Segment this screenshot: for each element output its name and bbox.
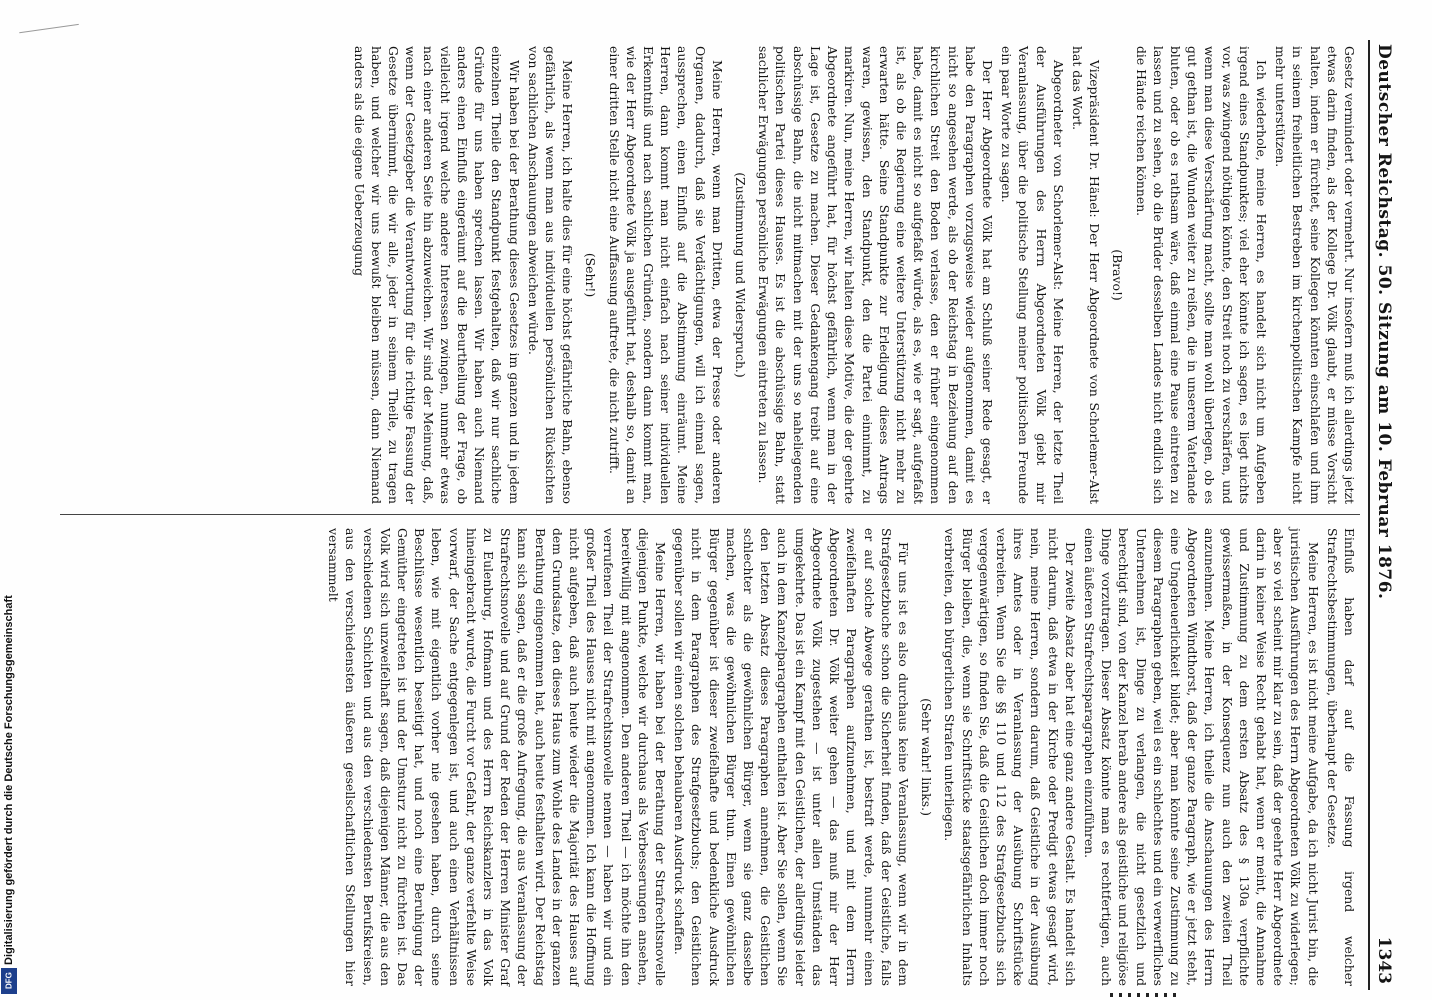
left-column — [349, 46, 1358, 504]
interjection: (Zustimmung und Widerspruch.) — [733, 172, 749, 378]
speaker-intro: Abgeordneter von Schorlemer-Alst: Meine Herren, der letzte Theil der Ausführungen des Herrn Abgeordneten Völk giebt mir Veranlassung, über die politische Stellung meiner politischen Freunde ein paar Worte zu sagen. — [999, 46, 1066, 504]
scan-artifact — [1110, 993, 1180, 997]
running-head — [1368, 40, 1400, 990]
paragraph: Für uns ist es also durchaus keine Veranlassung, wenn wir in dem Strafgesetzbuche schon die Sicherheit finden, daß der Geistliche, falls er auf solche Abwege gerathen ist, bestraft werde, nunmehr einen zweifelhaften Paragraphen aufzunehmen, und mit dem Herrn Abgeordneten Dr. Völk weiter gehen — das muß mir der Herr Abgeordnete Völk zugestehen — ist unter allen Umständen das umgekehrte. Das ist ein Kampf mit den Geistlichen, der allerdings leider auch in dem Kanzelparagraphen enthalten ist. Aber Sie sollen, wenn Sie den letzten Absatz dieses Paragraphen annehmen, die Geistlichen schlechter als die gewöhnlichen Bürger, wenn sie ganz dasselbe machen, was die gewöhnlichen Bürger thun. Einen gewöhnlichen Bürger gegenüber ist dieser zweifelhafte und bedenkliche Ausdruck nicht in dem Paragraphen des Strafgesetzbuchs; den Geistlichen gegenüber sollen wir einen solchen behaubaren Ausdruck schaffen. — [672, 528, 911, 986]
column-divider — [60, 514, 1360, 515]
right-column — [323, 528, 1358, 986]
paragraph: Einfluß haben darf auf die Fassung irgend welcher Strafrechtsbestimmungen, überhaupt der Gesetze. — [1324, 528, 1357, 986]
page-number: 1343 — [1374, 936, 1394, 984]
interjection: (Sehr!) — [583, 252, 599, 298]
paragraph: Wir haben bei der Berathung dieses Gesetzes im ganzen und in jedem einzelnen Theile den Standpunkt festgehalten, daß wir nur sachliche Gründe für uns haben sprechen lassen. Wir haben auch Niemand anders einen Einfluß eingeräumt auf die Beurtheilung der Frage, ob vielleicht irgend welche andere Interessen zwingen, nunmehr etwas nach einer anderen Seite hin abzuweichen. Wir sind der Meinung, daß, wenn der Gesetzgeber die Verantwortung für die richtige Fassung der Gesetze übernimmt, die wir alle, jeder in seinem Theile, zu tragen haben, und welcher wir uns bewußt bleiben müssen, dann Niemand anders als die eigene Ueberzeugung — [351, 46, 522, 504]
paragraph: Meine Herren, wir haben bei der Berathung der Strafrechtsnovelle diejenigen Punkte, welche wir durchaus als Verbesserungen ansehen, bereitwillig mit angenommen. Den anderen Theil — ich möchte ihn den verrufenen Theil der Strafrechtsnovelle nennen — haben wir und ein großer Theil des Hauses nicht mit angenommen. Ich kann die Hoffnung nicht aufgeben, daß auch heute wieder die Majorität des Hauses auf dem Grundsatze, den dieses Haus zum Wohle des Landes in der ganzen Berathung eingenommen hat, auch heute festhalten wird. Der Reichstag kann sich sagen, daß er die große Aufregung, die aus Veranlassung der Strafrechtsnovelle und auf Grund der Reden der Herren Minister Graf zu Eulenburg, Hofmann und des Herrn Reichskanzlers in das Volk hineingebracht wurde, die Furcht vor Gefahr, der ganze verfehlte Weise vorwarf, der Sache entgegenlegen ist, und auch einen Verhältnissen leben, wie mit eigentlich vorher nie gesehen haben, durch seine Beschlüsse wesentlich beseitigt hat, und noch eine Beruhigung der Gemüther eingetreten ist und der Umsturz nicht zu fürchten ist. Das Volk wird sich unzweifelhaft sagen, daß diejenigen Männer, die aus den verschiedenen Schichten und aus den verschiedensten Berufskreisen, aus den verschiedensten äußeren gesellschaftlichen Stellungen hier versammelt — [326, 528, 669, 986]
paragraph: Der zweite Absatz aber hat eine ganz andere Gestalt. Es handelt sich nicht darum, daß etwa in der Kirche oder Predigt etwas gesagt wird, nein, meine Herren, sondern darum, daß Geistliche in der Ausübung ihres Amtes oder in Veranlassung der Ausübung Schriftstücke verbreiten. Wenn Sie die §§ 110 und 112 des Strafgesetzbuchs sich vergegenwärtigen, so finden Sie, daß die Geistlichen doch immer noch Bürger bleiben, die, wenn sie Schriftstücke staatsgefährlichen Inhalts verbreiten, den bürgerlichen Strafen unterliegen. — [942, 528, 1078, 986]
running-head-title: Deutscher Reichstag. 50. Sitzung am 10. Februar 1876. — [1374, 44, 1394, 600]
interjection: (Bravo!) — [1110, 249, 1126, 301]
interjection: (Sehr wahr! links.) — [919, 698, 935, 816]
paragraph: Gesetz vermindert oder vermehrt. Nur insofern muß ich allerdings jetzt etwas darin finden, als der Kollege Dr. Völk glaubt, er müsse Vorsicht halten, indem er fürchtet, seine Kollegen könnten einschlafen und ihm in seinem freiheitlichen Bestreben im kirchenpolitischen Kampfe nicht mehr unterstützen. — [1273, 46, 1357, 504]
dfg-logo-icon: DFG — [1, 968, 17, 994]
speaker-intro: Vizepräsident Dr. Hänel: Der Herr Abgeordnete von Schorlemer-Alst hat das Wort. — [1069, 46, 1103, 504]
digitization-credit: Digitalisierung gefördert durch die Deutsche Forschungsgemeinschaft — [3, 595, 15, 965]
paragraph: Meine Herren, wenn man Dritten, etwa der Presse oder anderen Organen, dadurch, daß sie Verdächtigungen, will ich einmal sagen, aussprechen, einen Einfluß auf die Abstimmung einräumt. Meine Herren, dann kommt man nicht einfach nach seiner individuellen Erkenntniß und nach sachlichen Gründen, sondern dann kommt man, wie der Herr Abgeordnete Völk ja ausgeführt hat, deshalb so, damit an einer dritten Stelle nicht eine Auffassung auftrete, die nicht zutrifft. — [606, 46, 725, 504]
rotated-page — [30, 40, 1400, 990]
paragraph: Der Herr Abgeordnete Völk hat am Schluß seiner Rede gesagt, er habe den Paragraphen vorzugsweise wieder aufgenommen, damit es nicht so angesehen werde, als ob der Reichstag in Beziehung auf den kirchlichen Streit den Boden verlasse, den er früher eingenommen habe, damit es nicht so aufgefaßt würde, als es, wie er sagt, aufgefaßt ist, als ob die Regierung eine weitere Unterstützung nicht mehr zu erwarten hätte. Seine Standpunkte zur Erledigung dieses Antrags waren, gewissen, den Standpunkt, den die Partei einnimmt, zu markiren. Nun, meine Herren, wir halten diese Motive, die der geehrte Abgeordnete angeführt hat, für höchst gefährlich, wenn man in der Lage ist, Gesetze zu machen. Dieser Gedankengang treibt auf eine abschüssige Bahn, die nicht mitmachen mit der uns so naheliegenden politischen Partei dieses Hauses. Es ist die abschüssige Bahn, statt sachlicher Erwägungen persönliche Erwägungen eintreten zu lassen. — [756, 46, 995, 504]
paragraph: Meine Herren, es ist nicht meine Aufgabe, da ich nicht Jurist bin, die juristischen Ausführungen des Herrn Abgeordneten Völk zu widerlegen; aber so viel scheint mir klar zu sein, daß der geehrte Herr Abgeordnete darin in keiner Weise Recht gehabt hat, wenn er meint, die Annahme und Zustimmung zu dem ersten Absatz des § 130a verpflichte gewissermaßen, in der Konsequenz nun auch den zweiten Theil anzunehmen. Meine Herren, ich theile die Anschauungen des Herrn Abgeordneten Windthorst, daß der ganze Paragraph, wie er jetzt steht, eine Ungeheuerlichkeit bildet; aber man könnte seine Zustimmung zu diesem Paragraphen geben, weil es ein schlechtes und ein verwerfliches Unternehmen ist, Dinge zu verlangen, die nicht gesetzlich und berechtigt sind, von der Kanzel herab andere als geistliche und religiöse Dinge vorzutragen. Dieser Absatz könnte man es rechtfertigen, auch einen äußeren Strafrechtsparagraphen einzuführen. — [1081, 528, 1321, 986]
paragraph: Meine Herren, ich halte dies für eine höchst gefährliche Bahn, ebenso gefährlich, als wenn man aus individuellen persönlichen Rücksichten von sachlichen Anschauungen abweichen würde. — [525, 46, 576, 504]
paragraph: Ich wiederhole, meine Herren, es handelt sich nicht um Aufgeben irgend eines Standpunktes; viel eher könnte ich sagen, es liegt nichts vor, was zwingend nöthigen könnte, den Streit noch zu verschärfen, und wenn man diese Verschärfung macht, sollte man wohl überlegen, ob es gut gethan ist, die Wunden weiter zu reißen, die in unserem Vaterlande bluten, oder ob es rathsam wäre, daß einmal eine Pause eintreten zu lassen und zu sehen, ob die Brüder desselben Landes nicht endlich sich die Hände reichen können. — [1133, 46, 1269, 504]
